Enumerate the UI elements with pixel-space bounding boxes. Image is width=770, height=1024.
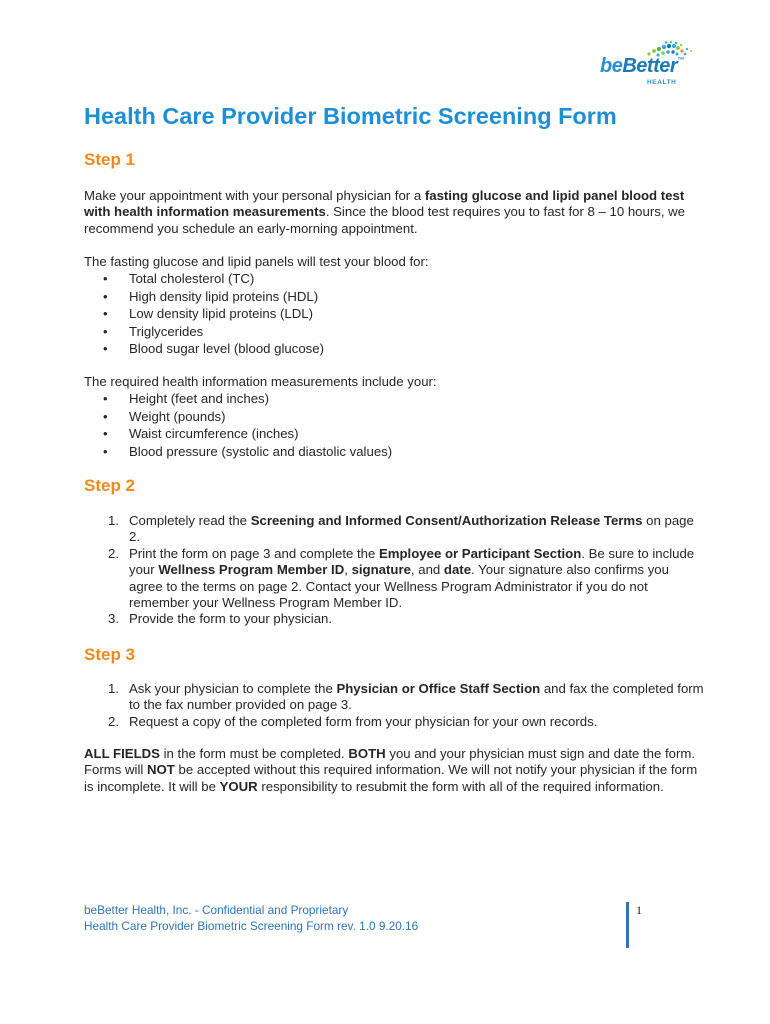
footer-divider: [626, 902, 629, 948]
step1-heading: Step 1: [84, 150, 136, 169]
required-notice: ALL FIELDS in the form must be completed. BOTH you and your physician must sign and date the form. Forms will NOT be accepted without this required information. We will not notify your physician if the form is incomplete. It will be YOUR responsibility to resubmit the form with all of the required information.: [84, 746, 698, 794]
list-item: • Blood sugar level (blood glucose): [84, 340, 684, 358]
list-item: 3. Provide the form to your physician.: [108, 611, 333, 627]
step3-heading: Step 3: [84, 645, 136, 664]
panels-lead: The fasting glucose and lipid panels will test your blood for:: [84, 254, 429, 269]
footer-form-revision: Health Care Provider Biometric Screening Form rev. 1.0 9.20.16: [84, 919, 419, 933]
list-item: • Triglycerides: [84, 323, 684, 341]
list-item: • Height (feet and inches): [84, 390, 684, 408]
panels-list: [84, 270, 684, 358]
bebetter-logo: [597, 40, 707, 92]
list-item: 2. Print the form on page 3 and complete the Employee or Participant Section. Be sure to include your Wellness Program Member ID, signature, and date. Your signature also confirms you agree to the terms on page 2. Contact your Wellness Program Administrator if you do not remember your Wellness Program Member ID.: [108, 545, 695, 611]
list-item: • Weight (pounds): [84, 408, 684, 426]
logo-subtitle: HEALTH: [647, 79, 677, 86]
list-item: • Blood pressure (systolic and diastolic values): [84, 443, 684, 461]
footer-confidential: beBetter Health, Inc. - Confidential and Proprietary: [84, 903, 349, 917]
list-item: 1. Completely read the Screening and Informed Consent/Authorization Release Terms on page 2.: [108, 513, 694, 545]
footer: [84, 902, 418, 934]
list-item: 1. Ask your physician to complete the Physician or Office Staff Section and fax the completed form to the fax number provided on page 3.: [108, 681, 704, 713]
step1-intro: Make your appointment with your personal physician for a fasting glucose and lipid panel blood test with health information measurements. Since the blood test requires you to fast for 8 – 10 hours, we recommend you schedule an early-morning appointment.: [84, 188, 686, 236]
page-title: Health Care Provider Biometric Screening Form: [84, 103, 617, 129]
logo-wordmark: beBetter™: [600, 55, 684, 77]
measurements-lead: The required health information measurements include your:: [84, 374, 437, 389]
step2-list: [84, 513, 704, 628]
list-item: • Waist circumference (inches): [84, 425, 684, 443]
step3-list: [84, 681, 704, 730]
list-item: • High density lipid proteins (HDL): [84, 288, 684, 306]
list-item: • Total cholesterol (TC): [84, 270, 684, 288]
list-item: 2. Request a copy of the completed form from your physician for your own records.: [108, 713, 598, 729]
measurements-list: [84, 390, 684, 460]
list-item: • Low density lipid proteins (LDL): [84, 305, 684, 323]
step2-heading: Step 2: [84, 476, 136, 495]
page-number: 1: [636, 903, 642, 917]
